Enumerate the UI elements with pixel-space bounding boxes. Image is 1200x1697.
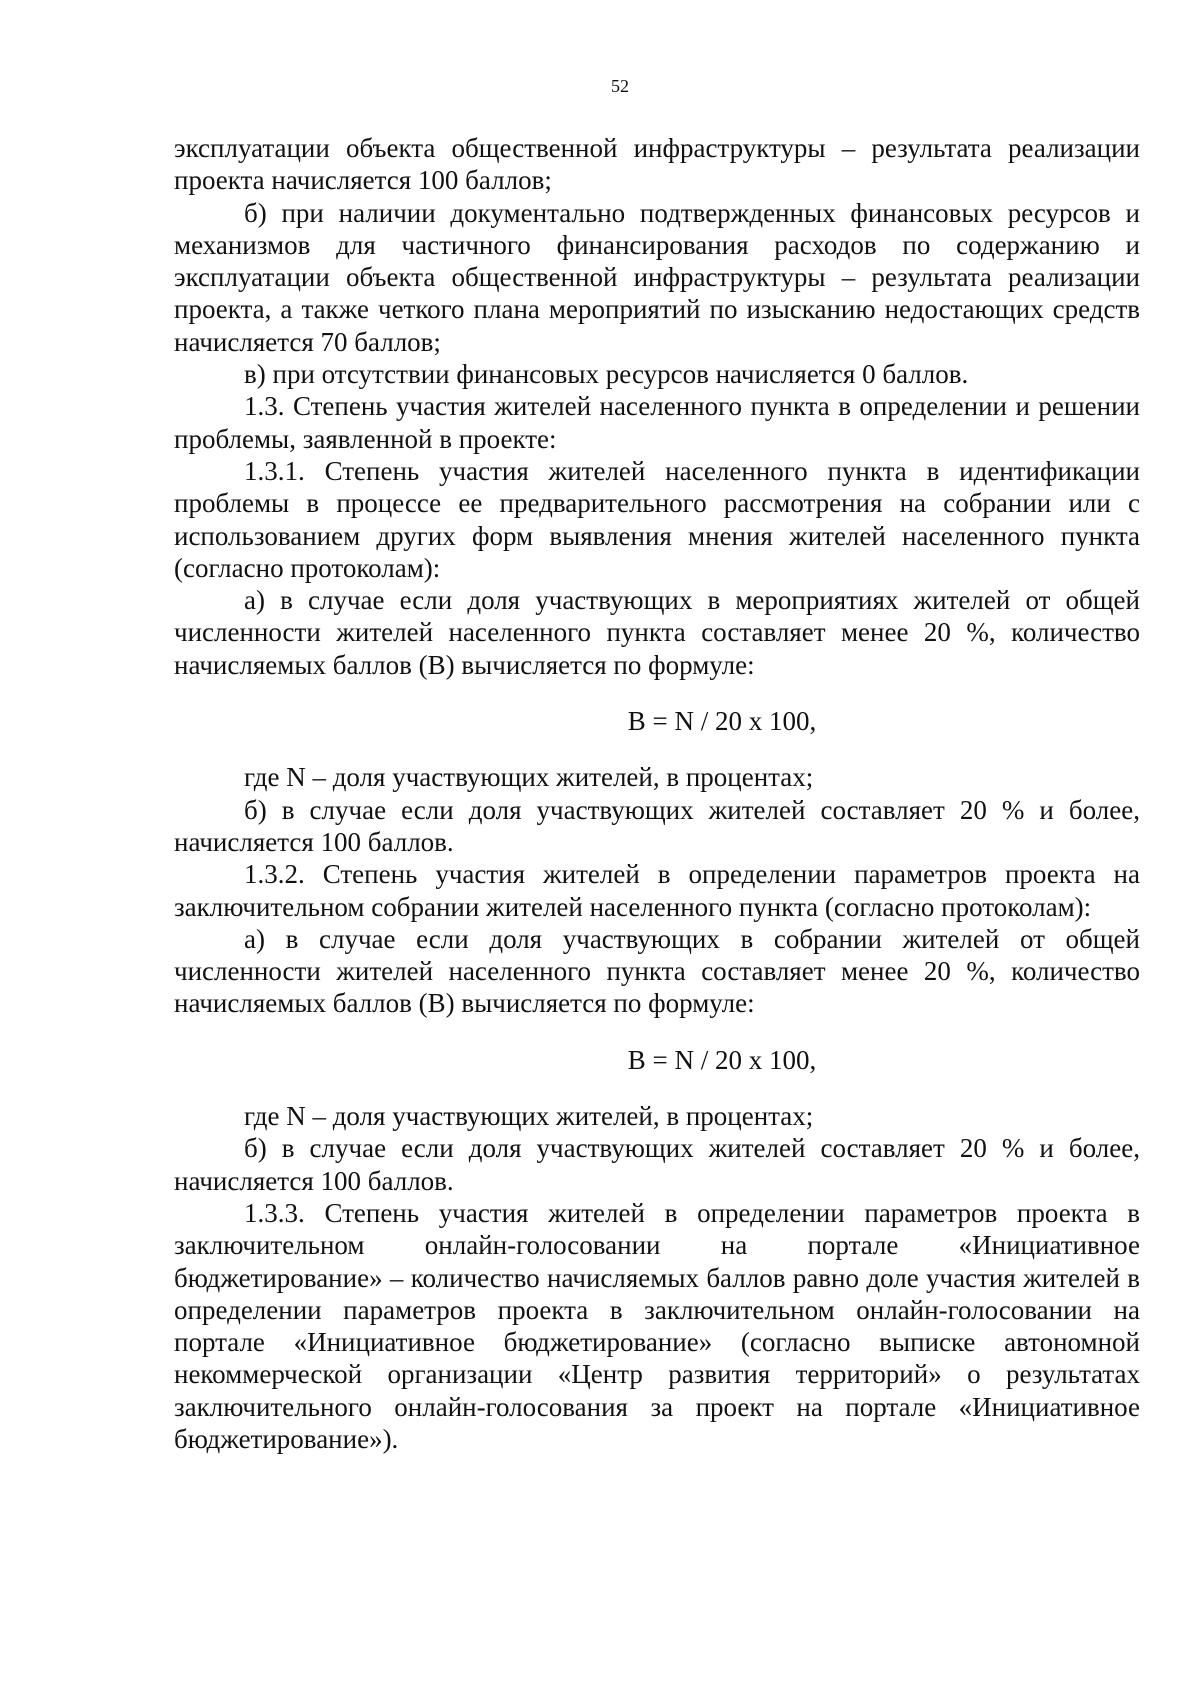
paragraph-section-1-3: 1.3. Степень участия жителей населенного пункта в определении и решении проблемы, заявленной в проекте: — [174, 391, 1140, 454]
paragraph-item-b-20-or-more: б) в случае если доля участвующих жителей составляет 20 % и более, начисляется 100 баллов. — [174, 794, 1140, 857]
paragraph-section-1-3-2: 1.3.2. Степень участия жителей в определении параметров проекта на заключительном собрании жителей населенного пункта (согласно протоколам): — [174, 859, 1140, 922]
page-number: 52 — [611, 76, 629, 96]
paragraph-item-b-20-or-more: б) в случае если доля участвующих жителей составляет 20 % и более, начисляется 100 баллов. — [174, 1133, 1140, 1196]
formula: В = N / 20 х 100, — [627, 1044, 817, 1075]
paragraph-item-v-no-funding: в) при отсутствии финансовых ресурсов начисляется 0 баллов. — [244, 359, 969, 390]
paragraph-item-a-less-20: а) в случае если доля участвующих в мероприятиях жителей от общей численности жителей населенного пункта составляет менее 20 %, количество начисляемых баллов (В) вычисляется по формуле: — [174, 585, 1140, 680]
formula: В = N / 20 х 100, — [627, 706, 817, 737]
formula-legend: где N – доля участвующих жителей, в процентах; — [244, 762, 814, 793]
document-body — [174, 132, 1140, 1455]
paragraph-continuation: эксплуатации объекта общественной инфраструктуры – результата реализации проекта начисляется 100 баллов; — [174, 133, 1140, 196]
formula-legend: где N – доля участвующих жителей, в процентах; — [244, 1101, 814, 1132]
paragraph-section-1-3-3: 1.3.3. Степень участия жителей в определении параметров проекта в заключительном онлайн-голосовании на портале «Инициативное бюджетирование» – количество начисляемых баллов равно доле участия жителей в определении параметров проекта в заключительном онлайн-голосовании на портале «Инициативное бюджетирование» (согласно выписке автономной некоммерческой организации «Центр развития территорий» о результатах заключительного онлайн-голосования за проект на портале «Инициативное бюджетирование»). — [174, 1197, 1140, 1454]
paragraph-section-1-3-1: 1.3.1. Степень участия жителей населенного пункта в идентификации проблемы в процессе ее предварительного рассмотрения на собрании или с использованием других форм выявления мнения жителей населенного пункта (согласно протоколам): — [174, 455, 1140, 583]
paragraph-item-a-less-20-meeting: а) в случае если доля участвующих в собрании жителей от общей численности жителей населенного пункта составляет менее 20 %, количество начисляемых баллов (В) вычисляется по формуле: — [174, 923, 1140, 1019]
paragraph-item-b-partial-funding: б) при наличии документально подтвержденных финансовых ресурсов и механизмов для частичного финансирования расходов по содержанию и эксплуатации объекта общественной инфраструктуры – результата реализации проекта, а также четкого плана мероприятий по изысканию недостающих средств начисляется 70 баллов; — [174, 197, 1140, 357]
